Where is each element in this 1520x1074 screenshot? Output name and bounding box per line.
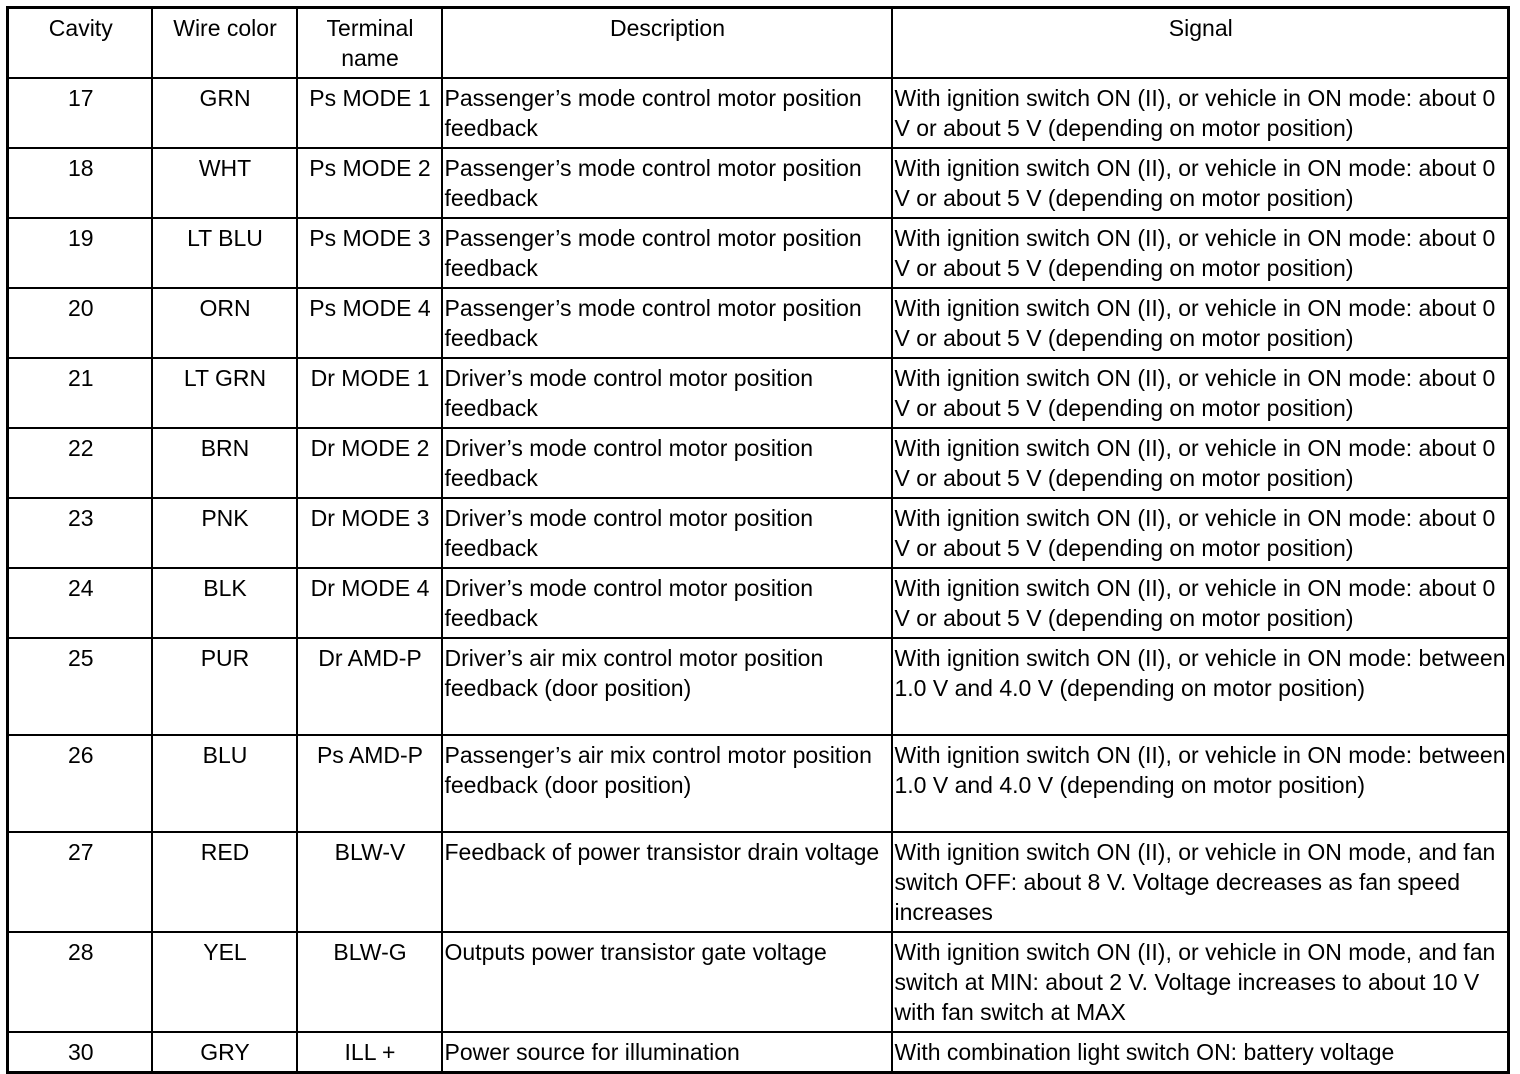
table-row [8,735,1509,832]
table-row [8,638,1509,735]
table-body [8,78,1509,1073]
cell-cavity: 30 [8,1032,152,1073]
cell-terminal-name: Dr MODE 2 [297,428,442,498]
table-row [8,932,1509,1032]
cell-signal: With ignition switch ON (II), or vehicle in ON mode: about 0 V or about 5 V (depending on motor position) [892,568,1509,638]
header-terminal-name: Terminal name [297,8,442,79]
header-cavity: Cavity [8,8,152,79]
table-row [8,428,1509,498]
header-wire-color: Wire color [152,8,297,79]
cell-description: Passenger’s mode control motor position feedback [442,288,892,358]
cell-description: Feedback of power transistor drain voltage [442,832,892,932]
cell-terminal-name: Ps MODE 4 [297,288,442,358]
cell-signal: With ignition switch ON (II), or vehicle in ON mode: about 0 V or about 5 V (depending on motor position) [892,78,1509,148]
terminal-table [6,6,1510,1074]
cell-signal: With ignition switch ON (II), or vehicle in ON mode: between 1.0 V and 4.0 V (depending on motor position) [892,735,1509,832]
cell-terminal-name: Ps MODE 2 [297,148,442,218]
table-row [8,498,1509,568]
cell-terminal-name: BLW-V [297,832,442,932]
cell-cavity: 21 [8,358,152,428]
cell-terminal-name: Ps AMD-P [297,735,442,832]
cell-wire-color: PNK [152,498,297,568]
cell-description: Driver’s mode control motor position feedback [442,428,892,498]
cell-terminal-name: Dr MODE 4 [297,568,442,638]
table-header [8,8,1509,79]
header-row [8,8,1509,79]
cell-cavity: 24 [8,568,152,638]
cell-description: Passenger’s mode control motor position feedback [442,148,892,218]
table-row [8,1032,1509,1073]
cell-wire-color: GRY [152,1032,297,1073]
table-row [8,358,1509,428]
table-row [8,218,1509,288]
cell-terminal-name: Ps MODE 1 [297,78,442,148]
cell-terminal-name: Dr MODE 3 [297,498,442,568]
header-description: Description [442,8,892,79]
cell-terminal-name: BLW-G [297,932,442,1032]
cell-wire-color: BLU [152,735,297,832]
cell-wire-color: YEL [152,932,297,1032]
cell-cavity: 22 [8,428,152,498]
table-row [8,832,1509,932]
cell-cavity: 20 [8,288,152,358]
cell-description: Passenger’s mode control motor position feedback [442,78,892,148]
cell-signal: With ignition switch ON (II), or vehicle in ON mode: about 0 V or about 5 V (depending on motor position) [892,358,1509,428]
cell-cavity: 27 [8,832,152,932]
table-row [8,78,1509,148]
header-signal: Signal [892,8,1509,79]
cell-cavity: 28 [8,932,152,1032]
cell-wire-color: LT BLU [152,218,297,288]
cell-cavity: 17 [8,78,152,148]
cell-signal: With ignition switch ON (II), or vehicle in ON mode: about 0 V or about 5 V (depending on motor position) [892,288,1509,358]
cell-description: Driver’s mode control motor position feedback [442,358,892,428]
cell-wire-color: RED [152,832,297,932]
cell-terminal-name: Dr AMD-P [297,638,442,735]
cell-wire-color: BLK [152,568,297,638]
cell-description: Driver’s air mix control motor position feedback (door position) [442,638,892,735]
cell-wire-color: LT GRN [152,358,297,428]
cell-cavity: 18 [8,148,152,218]
cell-signal: With ignition switch ON (II), or vehicle in ON mode, and fan switch OFF: about 8 V. Voltage decreases as fan speed increases [892,832,1509,932]
cell-description: Outputs power transistor gate voltage [442,932,892,1032]
cell-signal: With ignition switch ON (II), or vehicle in ON mode: between 1.0 V and 4.0 V (depending on motor position) [892,638,1509,735]
cell-signal: With ignition switch ON (II), or vehicle in ON mode: about 0 V or about 5 V (depending on motor position) [892,218,1509,288]
cell-signal: With ignition switch ON (II), or vehicle in ON mode: about 0 V or about 5 V (depending on motor position) [892,148,1509,218]
cell-terminal-name: Ps MODE 3 [297,218,442,288]
cell-terminal-name: ILL + [297,1032,442,1073]
cell-signal: With ignition switch ON (II), or vehicle in ON mode: about 0 V or about 5 V (depending on motor position) [892,498,1509,568]
cell-signal: With combination light switch ON: battery voltage [892,1032,1509,1073]
cell-wire-color: ORN [152,288,297,358]
table-row [8,148,1509,218]
cell-wire-color: BRN [152,428,297,498]
cell-description: Power source for illumination [442,1032,892,1073]
table-row [8,568,1509,638]
cell-wire-color: GRN [152,78,297,148]
cell-description: Passenger’s mode control motor position feedback [442,218,892,288]
cell-description: Driver’s mode control motor position feedback [442,498,892,568]
cell-description: Driver’s mode control motor position feedback [442,568,892,638]
cell-cavity: 23 [8,498,152,568]
cell-cavity: 26 [8,735,152,832]
cell-cavity: 19 [8,218,152,288]
cell-wire-color: WHT [152,148,297,218]
table-row [8,288,1509,358]
cell-wire-color: PUR [152,638,297,735]
cell-signal: With ignition switch ON (II), or vehicle in ON mode: about 0 V or about 5 V (depending on motor position) [892,428,1509,498]
cell-description: Passenger’s air mix control motor position feedback (door position) [442,735,892,832]
cell-cavity: 25 [8,638,152,735]
cell-terminal-name: Dr MODE 1 [297,358,442,428]
cell-signal: With ignition switch ON (II), or vehicle in ON mode, and fan switch at MIN: about 2 V. Voltage increases to about 10 V with fan switch at MAX [892,932,1509,1032]
